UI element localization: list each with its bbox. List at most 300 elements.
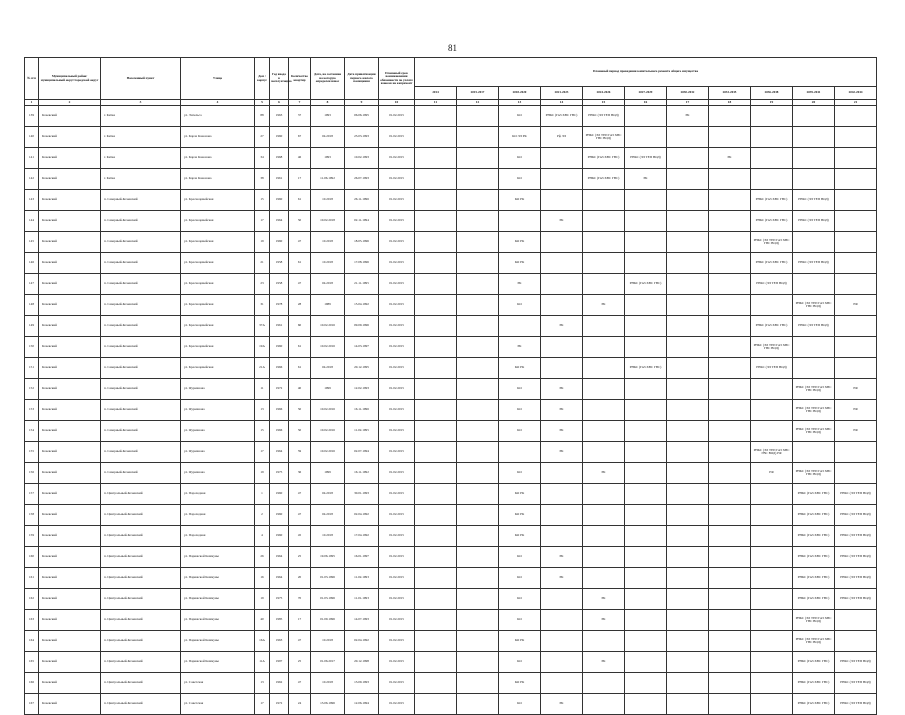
table-cell: 11.02.1995: [345, 421, 379, 442]
table-cell: 01.09.1996: [311, 610, 345, 631]
period-cell: РНКС (ЭЛ ТЕП ГАЗ ХВС ГВС ВОД) РФ: [751, 442, 793, 463]
period-cell: [457, 547, 499, 568]
period-cell: [583, 442, 625, 463]
period-cell: [835, 337, 877, 358]
table-cell: 10.2018: [311, 673, 345, 694]
period-cell: РНКС (ЭЛ ТЕП ГАЗ ХВС ГВС ВОД): [751, 232, 793, 253]
period-cell: [457, 169, 499, 190]
table-cell: 30.01.1993: [345, 484, 379, 505]
table-cell: п. Северный-Кочевский: [101, 211, 181, 232]
table-cell: 01.02.2015: [379, 673, 415, 694]
period-cell: [541, 337, 583, 358]
table-row: [25, 148, 877, 169]
period-cell: РК: [709, 148, 751, 169]
period-cell: КО РК: [499, 505, 541, 526]
table-cell: 10.02.2016: [311, 316, 345, 337]
table-cell: 01.02.2015: [379, 127, 415, 148]
period-header: 2018-2020: [499, 87, 541, 100]
table-cell: 47: [289, 505, 311, 526]
table-cell: 4: [255, 526, 270, 547]
period-cell: РНКС (ЭЛ ТЕП ВОД): [751, 358, 793, 379]
period-cell: [457, 253, 499, 274]
period-cell: [835, 631, 877, 652]
table-cell: 13: [255, 673, 270, 694]
table-cell: Кочевский: [39, 568, 101, 589]
period-cell: РНКС (ЭЛ ТЕП ВОД): [793, 253, 835, 274]
column-number: 8: [311, 100, 345, 106]
period-cell: РК: [583, 589, 625, 610]
period-cell: [667, 589, 709, 610]
table-row: [25, 547, 877, 568]
period-cell: РК: [499, 274, 541, 295]
period-cell: [457, 274, 499, 295]
period-cell: [667, 127, 709, 148]
period-cell: РНКС (ГАЗ ХВС ГВС): [793, 673, 835, 694]
table-cell: п. Северный-Кочевский: [101, 421, 181, 442]
table-cell: 01.02.2015: [379, 106, 415, 127]
table-cell: Кочевский: [39, 694, 101, 715]
period-cell: [751, 547, 793, 568]
table-cell: 26: [255, 547, 270, 568]
period-cell: РНКС (ГАЗ ХВС ГВС): [793, 484, 835, 505]
table-cell: г. Китка: [101, 106, 181, 127]
table-cell: 10.02.2018: [311, 211, 345, 232]
table-cell: 50: [289, 421, 311, 442]
period-cell: [835, 358, 877, 379]
period-cell: [709, 421, 751, 442]
table-cell: п. Северный-Кочевский: [101, 358, 181, 379]
period-cell: [625, 253, 667, 274]
period-cell: [751, 295, 793, 316]
period-cell: [457, 400, 499, 421]
table-cell: 23: [255, 274, 270, 295]
table-row: [25, 358, 877, 379]
period-cell: [709, 400, 751, 421]
period-cell: [625, 505, 667, 526]
table-cell: 04.2018: [311, 358, 345, 379]
period-cell: [625, 379, 667, 400]
table-cell: 04.2018: [311, 127, 345, 148]
period-cell: РНКС (ГАЗ ХВС ГВС): [625, 274, 667, 295]
column-number: 10: [379, 100, 415, 106]
table-cell: 147: [25, 274, 39, 295]
period-cell: [625, 232, 667, 253]
period-cell: КО ЭЛ РК: [499, 127, 541, 148]
table-cell: 02.04.1992: [345, 631, 379, 652]
table-cell: 16.11.1992: [345, 463, 379, 484]
table-cell: 01.02.2015: [379, 547, 415, 568]
table-cell: 10.02.2016: [311, 337, 345, 358]
table-row: [25, 337, 877, 358]
period-cell: [751, 652, 793, 673]
table-cell: п. Центральный-Кочевский: [101, 652, 181, 673]
table-cell: 1966: [270, 358, 289, 379]
period-cell: [457, 652, 499, 673]
period-header: 2015-2017: [457, 87, 499, 100]
table-cell: 01.02.2015: [379, 274, 415, 295]
period-cell: [457, 295, 499, 316]
period-cell: [667, 274, 709, 295]
table-cell: 21.11.1995: [345, 274, 379, 295]
period-cell: [751, 421, 793, 442]
table-cell: Кочевский: [39, 673, 101, 694]
period-cell: [625, 631, 667, 652]
table-cell: 1999: [311, 463, 345, 484]
period-cell: [625, 190, 667, 211]
table-cell: 11: [255, 379, 270, 400]
table-cell: 1958: [270, 274, 289, 295]
table-cell: 17: [289, 610, 311, 631]
table-cell: Кочевский: [39, 610, 101, 631]
period-cell: РК: [583, 652, 625, 673]
period-cell: [667, 211, 709, 232]
period-cell: РК: [541, 211, 583, 232]
table-cell: 1999: [311, 379, 345, 400]
period-cell: [583, 379, 625, 400]
period-cell: РНКС (ЭЛ ТЕП ВОД): [835, 694, 877, 715]
period-cell: КО: [499, 148, 541, 169]
period-cell: [709, 463, 751, 484]
period-cell: [751, 526, 793, 547]
period-cell: КО: [499, 400, 541, 421]
col-header-house: Дом / корпус: [255, 58, 270, 100]
table-cell: 06.06.1995: [345, 106, 379, 127]
period-header: 2039-2041: [793, 87, 835, 100]
period-cell: [415, 253, 457, 274]
table-row: [25, 400, 877, 421]
table-cell: 11.01.1993: [345, 589, 379, 610]
col-header-period-group: Плановый период проведения капитального ремонта общего имущества: [415, 58, 877, 87]
period-cell: КО РК: [499, 673, 541, 694]
table-cell: 61: [289, 358, 311, 379]
table-cell: 23.03.1993: [345, 127, 379, 148]
period-cell: [415, 127, 457, 148]
table-cell: п. Центральный-Кочевский: [101, 547, 181, 568]
table-cell: 1964: [270, 211, 289, 232]
table-cell: п. Центральный-Кочевский: [101, 673, 181, 694]
period-cell: РНКС (ГАЗ ХВС ГВС): [751, 253, 793, 274]
period-cell: [541, 274, 583, 295]
period-cell: [667, 358, 709, 379]
period-cell: [625, 400, 667, 421]
period-cell: РНКС (ЭЛ ТЕП ГАЗ ХВС ГВС ВОД): [793, 295, 835, 316]
table-cell: 11.02.1993: [345, 568, 379, 589]
period-cell: [457, 694, 499, 715]
period-cell: КО: [499, 652, 541, 673]
table-cell: 20.12.1998: [345, 652, 379, 673]
period-cell: [625, 127, 667, 148]
period-cell: РК: [583, 295, 625, 316]
table-cell: ул. Красноармейская: [181, 274, 255, 295]
table-cell: п. Центральный-Кочевский: [101, 589, 181, 610]
period-cell: РК: [667, 106, 709, 127]
table-cell: 47: [289, 274, 311, 295]
table-cell: 59: [289, 442, 311, 463]
table-cell: Кочевский: [39, 547, 101, 568]
column-number: 3: [101, 100, 181, 106]
period-cell: [583, 253, 625, 274]
period-cell: [667, 505, 709, 526]
period-cell: [667, 379, 709, 400]
col-header-wear-date: Дата, на состояние на которую определен износ: [311, 58, 345, 100]
table-cell: 141: [25, 148, 39, 169]
period-cell: РНКС (ЭЛ ТЕП ГАЗ ХВС ГВС ВОД): [793, 400, 835, 421]
period-cell: [457, 442, 499, 463]
table-cell: Кочевский: [39, 148, 101, 169]
table-row: [25, 274, 877, 295]
period-cell: РНКС (ЭЛ ТЕП ВОД): [793, 190, 835, 211]
table-cell: п. Центральный-Кочевский: [101, 631, 181, 652]
table-cell: 04.2018: [311, 484, 345, 505]
table-cell: 27: [255, 127, 270, 148]
table-cell: 17: [289, 169, 311, 190]
period-cell: [793, 169, 835, 190]
column-number: 15: [583, 100, 625, 106]
table-cell: 01.02.2015: [379, 190, 415, 211]
table-cell: ул. Фурманова: [181, 463, 255, 484]
table-cell: 14.07.1993: [345, 610, 379, 631]
column-number: 14: [541, 100, 583, 106]
period-cell: [709, 127, 751, 148]
table-cell: 50: [289, 400, 311, 421]
table-cell: 70: [289, 589, 311, 610]
period-cell: [457, 589, 499, 610]
period-header: 2014: [415, 87, 457, 100]
table-row: [25, 169, 877, 190]
table-cell: 17: [255, 694, 270, 715]
period-header: 2030-2032: [667, 87, 709, 100]
column-number: 5: [255, 100, 270, 106]
column-number: 1: [25, 100, 39, 106]
period-cell: КО: [499, 295, 541, 316]
table-cell: 47: [289, 484, 311, 505]
table-cell: 01.02.2015: [379, 631, 415, 652]
table-cell: Кочевский: [39, 421, 101, 442]
period-cell: [415, 442, 457, 463]
period-cell: [583, 211, 625, 232]
period-cell: [667, 421, 709, 442]
table-cell: Кочевский: [39, 631, 101, 652]
period-cell: РНКС (ЭЛ ТЕП ГАЗ ХВС ГВС ВОД): [793, 379, 835, 400]
period-cell: [541, 148, 583, 169]
column-number: 2: [39, 100, 101, 106]
table-cell: п. Центральный-Кочевский: [101, 568, 181, 589]
period-header: 2036-2038: [751, 87, 793, 100]
period-cell: [709, 673, 751, 694]
period-cell: [793, 442, 835, 463]
period-cell: РК: [541, 568, 583, 589]
period-cell: [415, 568, 457, 589]
period-cell: [709, 253, 751, 274]
table-cell: 01.02.2015: [379, 484, 415, 505]
period-cell: [625, 610, 667, 631]
period-cell: [709, 694, 751, 715]
col-header-apartments: Количество квартир: [289, 58, 311, 100]
period-cell: [709, 568, 751, 589]
table-cell: ул. Фурманова: [181, 421, 255, 442]
table-cell: 61: [289, 337, 311, 358]
column-number: 7: [289, 100, 311, 106]
table-cell: 151: [25, 358, 39, 379]
table-cell: 01.02.2015: [379, 379, 415, 400]
table-cell: 38: [255, 169, 270, 190]
period-cell: [709, 526, 751, 547]
period-cell: [667, 442, 709, 463]
period-cell: КО: [499, 568, 541, 589]
table-cell: 19: [255, 232, 270, 253]
period-cell: РНКС (ГАЗ ХВС ГВС): [793, 526, 835, 547]
table-cell: 01.02.2015: [379, 253, 415, 274]
period-cell: [793, 274, 835, 295]
period-cell: [835, 442, 877, 463]
table-cell: п. Северный-Кочевский: [101, 463, 181, 484]
table-cell: 150: [25, 337, 39, 358]
period-cell: РНКС (ГАЗ ХВС ГВС): [793, 547, 835, 568]
table-cell: 47: [289, 673, 311, 694]
period-cell: [667, 673, 709, 694]
table-cell: 142: [25, 169, 39, 190]
period-cell: [667, 232, 709, 253]
table-cell: Кочевский: [39, 253, 101, 274]
table-cell: 155: [25, 442, 39, 463]
period-cell: РНКС (ЭЛ ТЕП ВОД): [835, 484, 877, 505]
period-cell: [583, 568, 625, 589]
period-cell: [415, 274, 457, 295]
table-cell: 1961: [270, 316, 289, 337]
period-cell: [415, 148, 457, 169]
period-cell: [583, 673, 625, 694]
period-cell: РНКС (ГАЗ ХВС ГВС): [793, 505, 835, 526]
table-row: [25, 526, 877, 547]
column-number: 6: [270, 100, 289, 106]
table-cell: Кочевский: [39, 295, 101, 316]
table-cell: 1964: [270, 568, 289, 589]
table-row: [25, 190, 877, 211]
table-cell: ул. Карла Кононова: [181, 169, 255, 190]
period-cell: РК: [541, 547, 583, 568]
period-cell: [751, 400, 793, 421]
column-number: 11: [415, 100, 457, 106]
table-cell: п. Северный-Кочевский: [101, 379, 181, 400]
table-cell: 01.02.2015: [379, 316, 415, 337]
table-cell: 165: [25, 652, 39, 673]
table-cell: 25: [289, 652, 311, 673]
table-cell: 01.03.1996: [311, 568, 345, 589]
table-cell: 16: [255, 568, 270, 589]
table-cell: п. Северный-Кочевский: [101, 253, 181, 274]
table-cell: п. Центральный-Кочевский: [101, 526, 181, 547]
period-cell: [625, 694, 667, 715]
period-cell: РК: [541, 421, 583, 442]
col-header-payment-deadline: Плановый срок возникновения обязанности по уплате взносов на капремонт: [379, 58, 415, 100]
table-cell: 144: [25, 211, 39, 232]
period-cell: КО: [499, 589, 541, 610]
table-cell: 1993: [311, 106, 345, 127]
period-cell: КО РК: [499, 526, 541, 547]
period-cell: [583, 526, 625, 547]
period-header: 2024-2026: [583, 87, 625, 100]
table-cell: 1985: [270, 610, 289, 631]
table-cell: 10.02.1993: [345, 148, 379, 169]
period-cell: [457, 421, 499, 442]
table-cell: 149: [25, 316, 39, 337]
table-cell: 10.2018: [311, 253, 345, 274]
table-cell: Кочевский: [39, 400, 101, 421]
period-cell: [415, 694, 457, 715]
period-cell: [625, 211, 667, 232]
period-cell: [667, 253, 709, 274]
period-cell: [751, 631, 793, 652]
table-row: [25, 421, 877, 442]
table-cell: Кочевский: [39, 358, 101, 379]
table-cell: 01.02.2015: [379, 232, 415, 253]
table-cell: 19А: [255, 337, 270, 358]
period-cell: [625, 316, 667, 337]
period-cell: РНКС (ЭЛ ТЕП ГАЗ ХВС ГВС ВОД): [583, 127, 625, 148]
table-cell: ул. Пароходная: [181, 505, 255, 526]
period-cell: КО РК: [499, 484, 541, 505]
period-cell: [415, 421, 457, 442]
period-cell: [667, 337, 709, 358]
table-cell: 10.2018: [311, 232, 345, 253]
period-cell: [415, 631, 457, 652]
table-row: [25, 442, 877, 463]
table-cell: Кочевский: [39, 652, 101, 673]
column-number: 18: [709, 100, 751, 106]
period-cell: [415, 379, 457, 400]
period-cell: [541, 295, 583, 316]
table-cell: 146: [25, 253, 39, 274]
period-cell: [541, 169, 583, 190]
table-cell: 148: [25, 295, 39, 316]
period-cell: [583, 232, 625, 253]
period-cell: [457, 232, 499, 253]
period-cell: [541, 673, 583, 694]
table-cell: ул. Парижской Коммуны: [181, 568, 255, 589]
period-cell: [835, 253, 877, 274]
table-cell: 01.02.2015: [379, 400, 415, 421]
period-cell: [793, 358, 835, 379]
period-cell: [835, 169, 877, 190]
table-cell: 15: [255, 190, 270, 211]
table-cell: 01.02.2015: [379, 589, 415, 610]
table-row: [25, 379, 877, 400]
table-cell: 1962: [270, 673, 289, 694]
period-cell: [835, 274, 877, 295]
period-cell: [751, 694, 793, 715]
period-cell: [415, 526, 457, 547]
table-cell: ул. Парижской Коммуны: [181, 589, 255, 610]
table-cell: 01.02.2015: [379, 442, 415, 463]
period-cell: [709, 484, 751, 505]
table-cell: ул. Парижской Коммуны: [181, 631, 255, 652]
table-cell: 01.02.2015: [379, 337, 415, 358]
table-cell: п. Центральный-Кочевский: [101, 505, 181, 526]
period-cell: РНКС (ЭЛ ТЕП ГАЗ ХВС ГВС ВОД): [751, 337, 793, 358]
period-cell: [583, 358, 625, 379]
table-cell: 01.02.2015: [379, 694, 415, 715]
period-cell: КО: [499, 421, 541, 442]
table-cell: 1978: [270, 295, 289, 316]
period-cell: [415, 547, 457, 568]
period-cell: [625, 568, 667, 589]
col-header-district: Муниципальный район/ муниципальный округ/городской округ: [39, 58, 101, 100]
period-cell: [583, 400, 625, 421]
table-cell: ул. Красноармейская: [181, 337, 255, 358]
period-cell: [709, 505, 751, 526]
period-cell: [457, 148, 499, 169]
period-cell: КО РК: [499, 358, 541, 379]
